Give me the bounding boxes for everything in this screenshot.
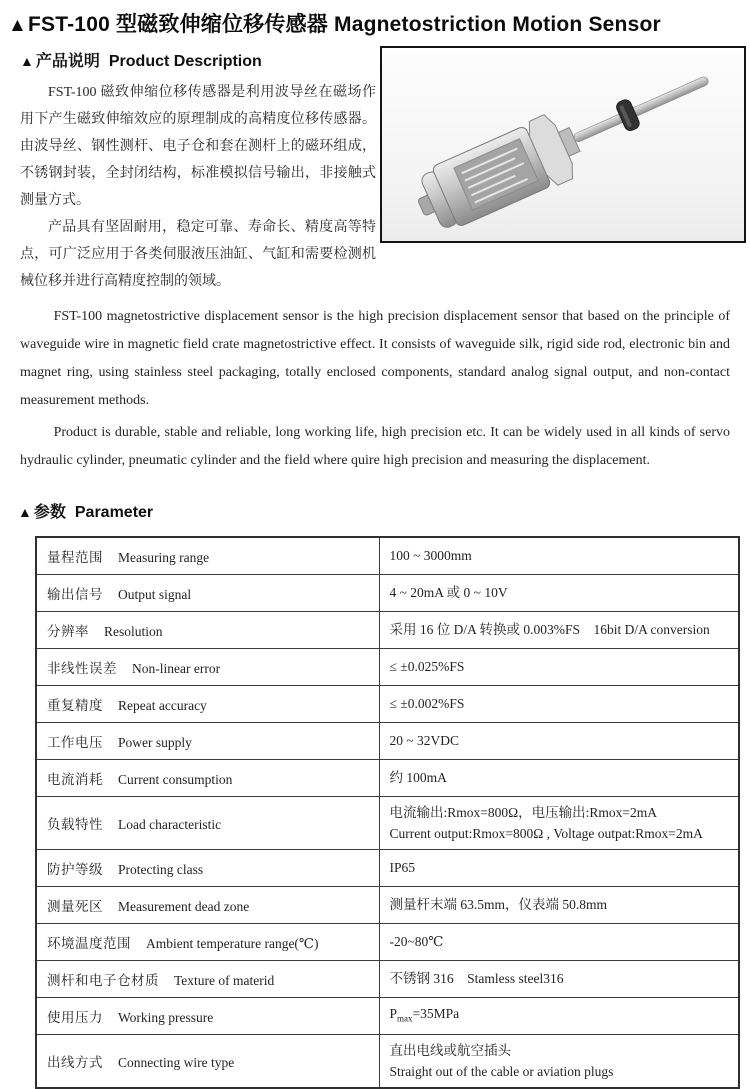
parameter-label-en: Protecting class bbox=[118, 861, 204, 877]
parameter-label-cn: 输出信号 bbox=[47, 586, 103, 602]
parameter-value-line: 100 ~ 3000mm bbox=[389, 548, 472, 564]
parameter-label-cn: 电流消耗 bbox=[47, 771, 103, 787]
parameter-label-cell bbox=[36, 685, 379, 722]
parameter-value-cell bbox=[379, 648, 739, 685]
english-paragraph: Product is durable, stable and reliable, long working life, high precision etc. It can be widely used in all kinds of servo hydraulic cylinder, pneumatic cylinder and the field where quire high precision and measuring the displacement. bbox=[20, 425, 730, 468]
chinese-paragraph: 产品具有坚固耐用，稳定可靠、寿命长、精度高等特点，可广泛应用于各类伺服液压油缸、气缸和需要检测机械位移并进行高精度控制的领域。 bbox=[20, 220, 376, 289]
parameter-row bbox=[36, 722, 739, 759]
heading-chinese: 产品说明 bbox=[35, 53, 100, 70]
parameter-label-cell bbox=[36, 1035, 379, 1089]
parameter-label-cell bbox=[36, 796, 379, 849]
parameter-label-en: Repeat accuracy bbox=[118, 697, 207, 713]
triangle-marker-icon: ▲ bbox=[20, 53, 34, 69]
parameter-label-cn: 测量死区 bbox=[47, 898, 103, 914]
parameter-row bbox=[36, 1035, 739, 1089]
parameter-value-cell bbox=[379, 537, 739, 574]
parameter-label-cn: 负载特性 bbox=[47, 816, 103, 832]
parameter-label-cell bbox=[36, 997, 379, 1035]
parameter-value-line: ≤ ±0.025%FS bbox=[389, 659, 465, 674]
parameter-label-cn: 工作电压 bbox=[47, 734, 103, 750]
parameter-label-cn: 分辨率 bbox=[47, 623, 89, 639]
chinese-paragraph: FST-100 磁致伸缩位移传感器是利用波导丝在磁场作用下产生磁致伸缩效应的原理制成的高精度位移传感器。由波导丝、钢性测杆、电子仓和套在测杆上的磁环组成，不锈钢封装，全封闭结构，标准模拟信号输出，非接触式测量方式。 bbox=[20, 85, 376, 208]
parameter-value-line: 20 ~ 32VDC bbox=[389, 733, 460, 748]
parameter-label-cell bbox=[36, 759, 379, 796]
description-section bbox=[20, 46, 750, 295]
parameter-label-cn: 非线性误差 bbox=[47, 660, 117, 676]
parameter-value-line: 电流输出:Rmox=800Ω，电压输出:Rmox=2mA bbox=[389, 804, 658, 820]
parameter-label-cn: 使用压力 bbox=[47, 1009, 103, 1025]
parameter-label-cell bbox=[36, 648, 379, 685]
sensor-rod bbox=[573, 75, 710, 143]
parameter-value-line: 直出电线或航空插头 bbox=[389, 1043, 511, 1059]
parameter-row bbox=[36, 648, 739, 685]
parameter-value-line: Current output:Rmox=800Ω , Voltage outpat:Rmox=2mA bbox=[389, 825, 703, 841]
parameter-label-cn: 防护等级 bbox=[47, 861, 103, 877]
parameter-label-en: Output signal bbox=[118, 586, 192, 602]
parameter-value-line: $P_{max}=35MPa$ bbox=[389, 1005, 460, 1024]
parameter-row bbox=[36, 537, 739, 574]
english-paragraph: FST-100 magnetostrictive displacement sensor is the high precision displacement sensor that based on the principle of waveguide wire in magnetic field crate magnetostrictive effect. It consists of waveguide silk, rigid side rod, electronic bin and magnet ring, using stainless steel packaging, totally enclosed components, standard analog signal output, and non-contact measurement methods. bbox=[20, 309, 730, 408]
parameter-value-line: 采用 16 位 D/A 转换或 0.003%FS 16bit D/A conversion bbox=[389, 622, 710, 637]
parameter-value-cell bbox=[379, 685, 739, 722]
parameter-value-cell bbox=[379, 1035, 739, 1089]
parameter-row bbox=[36, 574, 739, 611]
parameter-table-body bbox=[36, 537, 739, 1088]
parameter-value-cell bbox=[379, 611, 739, 648]
parameter-label-cell bbox=[36, 574, 379, 611]
parameter-value-line: IP65 bbox=[389, 860, 416, 875]
parameter-value-cell bbox=[379, 759, 739, 796]
parameter-value-cell bbox=[379, 722, 739, 759]
sensor-illustration bbox=[382, 48, 744, 237]
parameter-heading bbox=[18, 499, 750, 522]
parameter-row bbox=[36, 960, 739, 997]
parameter-row bbox=[36, 923, 739, 960]
description-left-column bbox=[20, 46, 376, 295]
parameter-label-cell bbox=[36, 960, 379, 997]
parameter-value-cell bbox=[379, 886, 739, 923]
parameter-label-en: Measurement dead zone bbox=[118, 898, 250, 914]
parameter-value-cell bbox=[379, 796, 739, 849]
heading-english: Product Description bbox=[108, 53, 262, 70]
english-description bbox=[20, 303, 730, 475]
parameter-label-en: Power supply bbox=[118, 734, 192, 750]
parameter-label-cell bbox=[36, 849, 379, 886]
parameter-label-cn: 环境温度范围 bbox=[47, 935, 131, 951]
parameter-value-line: Straight out of the cable or aviation plugs bbox=[389, 1064, 614, 1080]
parameter-label-cn: 出线方式 bbox=[47, 1055, 103, 1071]
datasheet-page bbox=[0, 8, 750, 1080]
parameter-row bbox=[36, 997, 739, 1035]
parameter-value-cell bbox=[379, 960, 739, 997]
parameter-value-line: -20~80℃ bbox=[389, 934, 444, 949]
parameter-value-line: 测量杆末端 63.5mm，仪表端 50.8mm bbox=[389, 897, 608, 912]
parameter-label-cell bbox=[36, 611, 379, 648]
parameter-table bbox=[35, 536, 740, 1089]
heading-chinese: 参数 bbox=[33, 504, 66, 521]
parameter-row bbox=[36, 685, 739, 722]
parameter-row bbox=[36, 759, 739, 796]
heading-english: Parameter bbox=[74, 504, 154, 521]
parameter-label-en: Non-linear error bbox=[132, 660, 221, 676]
product-photo bbox=[380, 46, 746, 243]
parameter-value-cell bbox=[379, 997, 739, 1035]
parameter-row bbox=[36, 886, 739, 923]
triangle-marker-icon: ▲ bbox=[8, 15, 28, 36]
product-description-heading bbox=[20, 48, 376, 71]
page-title bbox=[8, 8, 750, 38]
parameter-label-en: Working pressure bbox=[118, 1009, 214, 1025]
parameter-row bbox=[36, 611, 739, 648]
parameter-label-en: Ambient temperature range(℃) bbox=[146, 935, 319, 951]
parameter-label-en: Current consumption bbox=[118, 771, 233, 787]
parameter-value-line: 约 100mA bbox=[389, 770, 447, 785]
parameter-label-en: Texture of materid bbox=[174, 972, 275, 988]
parameter-value-line: 4 ~ 20mA 或 0 ~ 10V bbox=[389, 585, 508, 600]
page-title-text: FST-100 型磁致伸缩位移传感器 Magnetostriction Motion Sensor bbox=[28, 13, 661, 36]
parameter-label-cell bbox=[36, 886, 379, 923]
parameter-label-cn: 重复精度 bbox=[47, 697, 103, 713]
parameter-label-cn: 测杆和电子仓材质 bbox=[47, 972, 159, 988]
parameter-value-cell bbox=[379, 923, 739, 960]
parameter-value-cell bbox=[379, 849, 739, 886]
parameter-label-en: Load characteristic bbox=[118, 816, 222, 832]
triangle-marker-icon: ▲ bbox=[18, 504, 32, 520]
parameter-label-en: Resolution bbox=[104, 623, 163, 639]
parameter-label-en: Connecting wire type bbox=[118, 1055, 235, 1071]
parameter-value-cell bbox=[379, 574, 739, 611]
parameter-label-cell bbox=[36, 722, 379, 759]
parameter-value-line: ≤ ±0.002%FS bbox=[389, 696, 465, 711]
parameter-row bbox=[36, 796, 739, 849]
parameter-label-cell bbox=[36, 923, 379, 960]
parameter-label-cell bbox=[36, 537, 379, 574]
parameter-label-en: Measuring range bbox=[118, 549, 210, 565]
parameter-value-line: 不锈钢 316 Stamless steel316 bbox=[389, 971, 564, 986]
parameter-label-cn: 量程范围 bbox=[47, 549, 103, 565]
parameter-row bbox=[36, 849, 739, 886]
